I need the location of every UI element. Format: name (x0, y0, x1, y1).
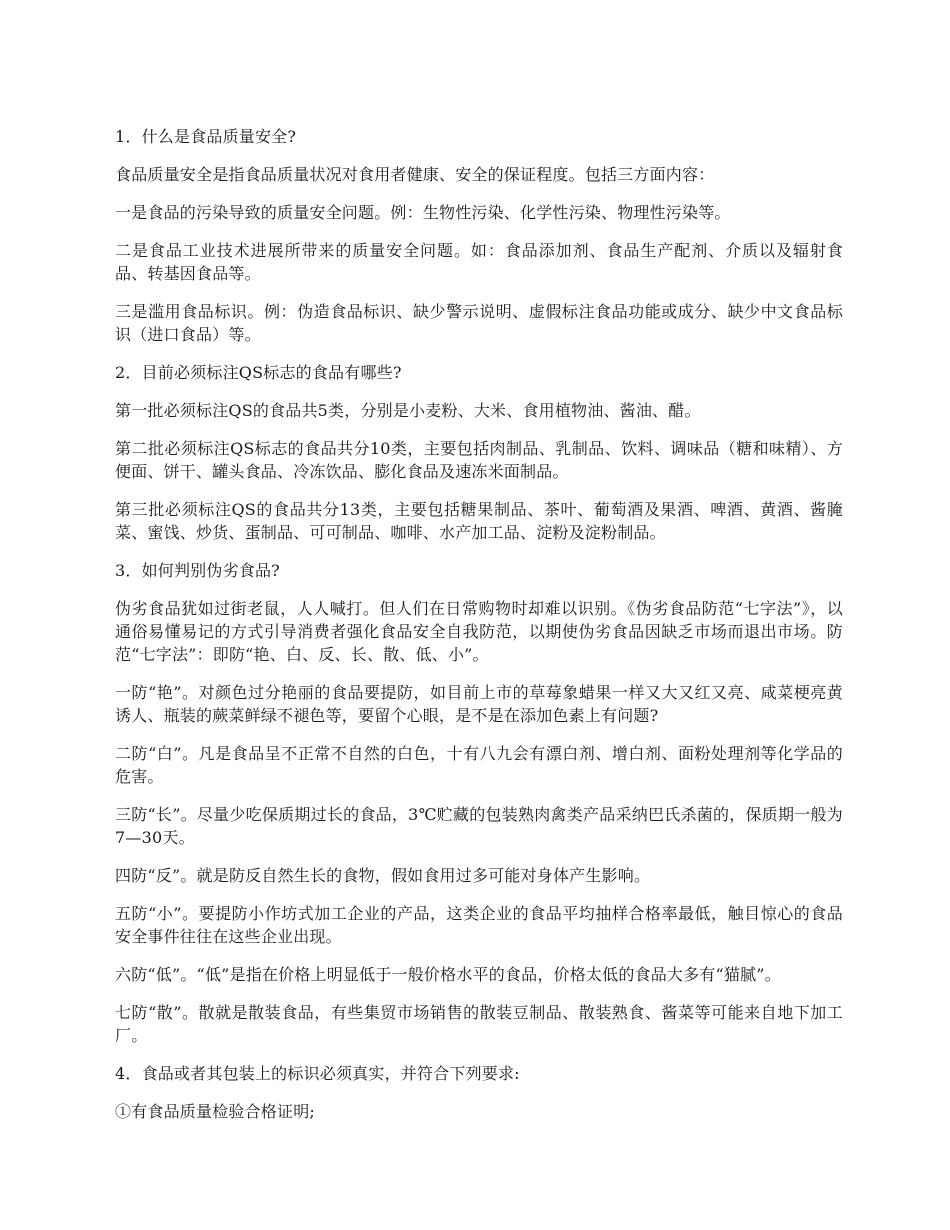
paragraph: 伪劣食品犹如过街老鼠，人人喊打。但人们在日常购物时却难以识别。《伪劣食品防范“七字法”》，以通俗易懂易记的方式引导消费者强化食品安全自我防范，以期使伪劣食品因缺乏市场而退出市场。防范“七字法”：即防“艳、白、反、长、散、低、小”。 (115, 599, 843, 664)
paragraph: 四防“反”。就是防反自然生长的食物，假如食用过多可能对身体产生影响。 (115, 866, 651, 885)
paragraph: 第一批必须标注QS的食品共5类，分别是小麦粉、大米、食用植物油、酱油、醋。 (115, 401, 701, 420)
paragraph: 二防“白”。凡是食品呈不正常不自然的白色，十有八九会有漂白剂、增白剂、面粉处理剂等化学品的危害。 (115, 744, 843, 786)
paragraph: 第三批必须标注QS的食品共分13类，主要包括糖果制品、茶叶、葡萄酒及果酒、啤酒、黄酒、酱腌菜、蜜饯、炒货、蛋制品、可可制品、咖啡、水产加工品、淀粉及淀粉制品。 (115, 500, 843, 542)
heading-q3: 3．如何判别伪劣食品? (115, 561, 280, 580)
paragraph: 六防“低”。“低”是指在价格上明显低于一般价格水平的食品，价格太低的食品大多有“猫腻”。 (115, 965, 781, 984)
paragraph: 七防“散”。散就是散装食品，有些集贸市场销售的散装豆制品、散装熟食、酱菜等可能来自地下加工厂。 (115, 1003, 843, 1045)
heading-q2: 2．目前必须标注QS标志的食品有哪些? (115, 363, 402, 382)
paragraph: 食品质量安全是指食品质量状况对食用者健康、安全的保证程度。包括三方面内容： (115, 165, 715, 184)
paragraph: 三防“长”。尽量少吃保质期过长的食品，3℃贮藏的包装熟肉禽类产品采纳巴氏杀菌的，保质期一般为7—30天。 (115, 805, 843, 847)
paragraph: 一防“艳”。对颜色过分艳丽的食品要提防，如目前上市的草莓象蜡果一样又大又红又亮、咸菜梗亮黄诱人、瓶装的蕨菜鲜绿不褪色等，要留个心眼，是不是在添加色素上有问题? (115, 683, 843, 725)
paragraph: 三是滥用食品标识。例：伪造食品标识、缺少警示说明、虚假标注食品功能或成分、缺少中文食品标识（进口食品）等。 (115, 302, 843, 344)
heading-q4: 4．食品或者其包装上的标识必须真实，并符合下列要求: (115, 1064, 520, 1083)
list-item: ①有食品质量检验合格证明; (115, 1102, 315, 1121)
document-body (115, 125, 843, 1138)
heading-q1: 1．什么是食品质量安全? (115, 127, 297, 146)
paragraph: 五防“小”。要提防小作坊式加工企业的产品，这类企业的食品平均抽样合格率最低，触目惊心的食品安全事件往往在这些企业出现。 (115, 904, 843, 946)
paragraph: 二是食品工业技术进展所带来的质量安全问题。如：食品添加剂、食品生产配剂、介质以及辐射食品、转基因食品等。 (115, 241, 843, 283)
paragraph: 第二批必须标注QS标志的食品共分10类，主要包括肉制品、乳制品、饮料、调味品（糖和味精）、方便面、饼干、罐头食品、冷冻饮品、膨化食品及速冻米面制品。 (115, 439, 843, 481)
paragraph: 一是食品的污染导致的质量安全问题。例：生物性污染、化学性污染、物理性污染等。 (115, 203, 731, 222)
